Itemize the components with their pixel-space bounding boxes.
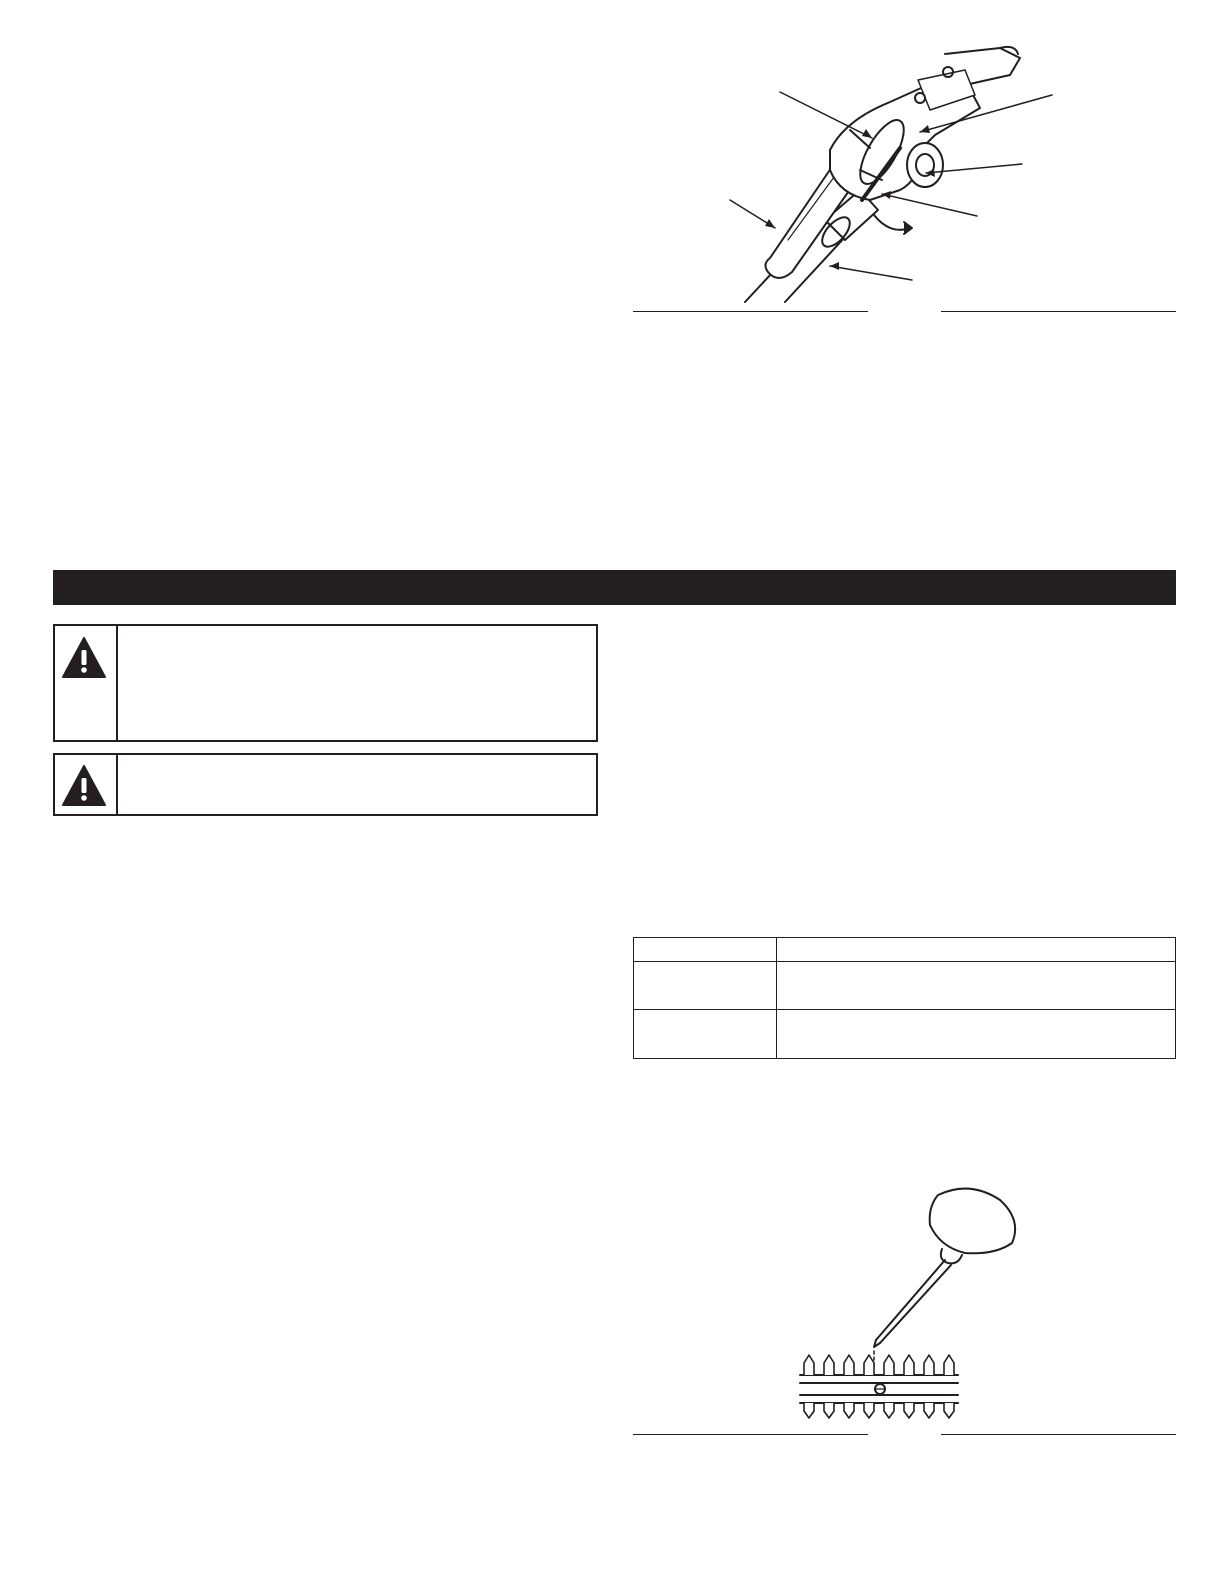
handle-assembly-figure [620,40,1190,320]
spec-table [633,937,1176,1059]
warning-box [53,753,598,816]
section-header-bar [53,570,1176,605]
blade-lubrication-figure [790,1175,1030,1425]
oil-can-blade-lubrication-illustration [790,1175,1030,1425]
figure-caption-rule-right [941,1434,1176,1435]
warning-icon-cell [55,626,118,740]
warning-box [53,624,598,742]
figure-caption-rule-right [941,311,1176,312]
table-cell [634,962,777,1010]
figure-caption-rule-left [633,311,868,312]
handle-assembly-illustration [620,40,1190,320]
table-cell [777,1010,1176,1059]
table-row [634,962,1176,1010]
table-cell [777,962,1176,1010]
table-row [634,938,1176,962]
warning-triangle-icon [61,636,107,680]
warning-icon-cell [55,755,118,814]
warning-triangle-icon [61,764,107,808]
table-cell [634,1010,777,1059]
table-row [634,1010,1176,1059]
table-cell [777,938,1176,962]
table-cell [634,938,777,962]
figure-caption-rule-left [633,1434,868,1435]
